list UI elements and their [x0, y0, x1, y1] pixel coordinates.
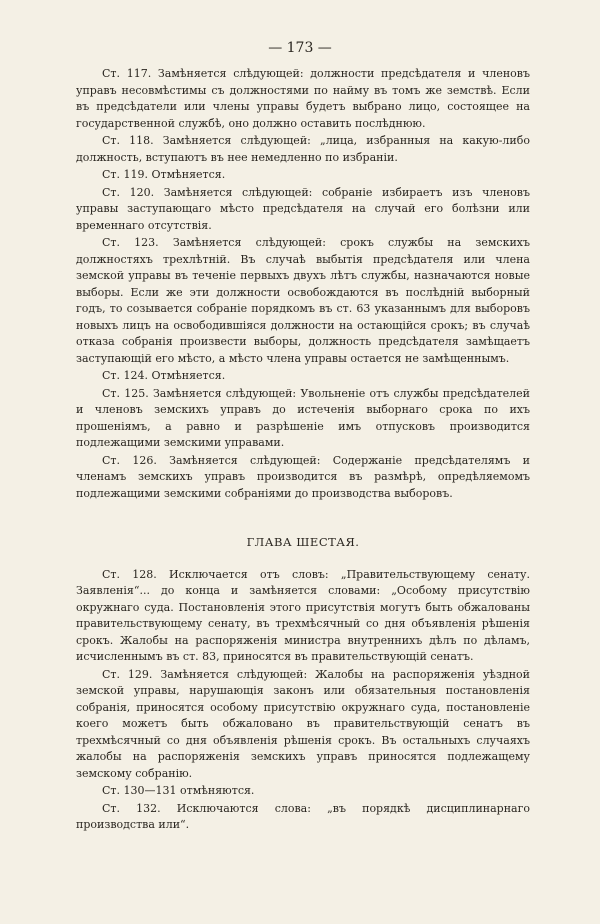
article-123: Ст. 123. Замѣняется слѣдующей: срокъ службы на земскихъ должностяхъ трехлѣтній. Въ случаѣ выбытія предсѣдателя или члена земской управы въ теченіе первыхъ двухъ лѣтъ службы, назначаются новые выборы. Если же эти должности освобождаются въ послѣдній выборный годъ, то созывается собраніе порядкомъ въ ст. 63 указаннымъ для выборовъ новыхъ лицъ на освободившіяся должности на остающійся срокъ; въ случаѣ отказа собранія произвести выборы, должность предсѣдателя замѣщаетъ заступающій его мѣсто, а мѣсто члена управы остается не замѣщеннымъ.	[76, 236, 530, 365]
article-125: Ст. 125. Замѣняется слѣдующей: Увольненіе отъ службы предсѣдателей и членовъ земскихъ управъ до истеченія выборнаго срока по ихъ прошеніямъ, а равно и разрѣшеніе имъ отпусковъ производится подлежащими земскими управами.	[76, 386, 530, 449]
article-119: Ст. 119. Отмѣняется.	[102, 168, 226, 181]
article-124: Ст. 124. Отмѣняется.	[102, 369, 226, 382]
article-130-131: Ст. 130—131 отмѣняются.	[102, 784, 255, 797]
article-120: Ст. 120. Замѣняется слѣдующей: собраніе избираетъ изъ членовъ управы заступающаго мѣсто предсѣдателя на случай его болѣзни или временнаго отсутствія.	[76, 185, 530, 232]
article-129: Ст. 129. Замѣняется слѣдующей: Жалобы на распоряженія уѣздной земской управы, нарушающія законъ или обязательныя постановленія собранія, приносятся особому присутствію окружнаго суда, постановленіе коего можетъ быть обжаловано въ правительствующій сенатъ въ трехмѣсячный со дня объявленія рѣшенія срокъ. Въ остальныхъ случаяхъ жалобы на распоряженія земскихъ управъ приносятся подлежащему земскому собранію.	[76, 667, 530, 780]
article-117: Ст. 117. Замѣняется слѣдующей: должности предсѣдателя и членовъ управъ несовмѣстимы съ должностями по найму въ томъ же земствѣ. Если въ предсѣдатели или члены управы будетъ выбрано лицо, состоящее на государственной службѣ, оно должно оставить послѣднюю.	[76, 67, 530, 130]
chapter-heading: ГЛАВА ШЕСТАЯ.	[246, 535, 360, 549]
article-132: Ст. 132. Исключаются слова: „въ порядкѣ дисциплинарнаго производства или“.	[76, 801, 530, 831]
page-body	[76, 66, 530, 835]
page-number: — 173 —	[268, 40, 332, 56]
article-126: Ст. 126. Замѣняется слѣдующей: Содержаніе предсѣдателямъ и членамъ земскихъ управъ производится въ размѣрѣ, опредѣляемомъ подлежащими земскими собраніями до производства выборовъ.	[76, 453, 530, 500]
article-118: Ст. 118. Замѣняется слѣдующей: „лица, избранныя на какую-либо должность, вступаютъ въ нее немедленно по избраніи.	[76, 134, 530, 164]
article-128: Ст. 128. Исключается отъ словъ: „Правительствующему сенату. Заявленія“... до конца и замѣняется словами: „Особому присутствію окружнаго суда. Постановленія этого присутствія могутъ быть обжалованы правительствующему сенату, въ трехмѣсячный со дня объявленія рѣшенія срокъ. Жалобы на распоряженія министра внутреннихъ дѣлъ по дѣламъ, исчисленнымъ въ ст. 83, приносятся въ правительствующій сенатъ.	[76, 567, 530, 663]
